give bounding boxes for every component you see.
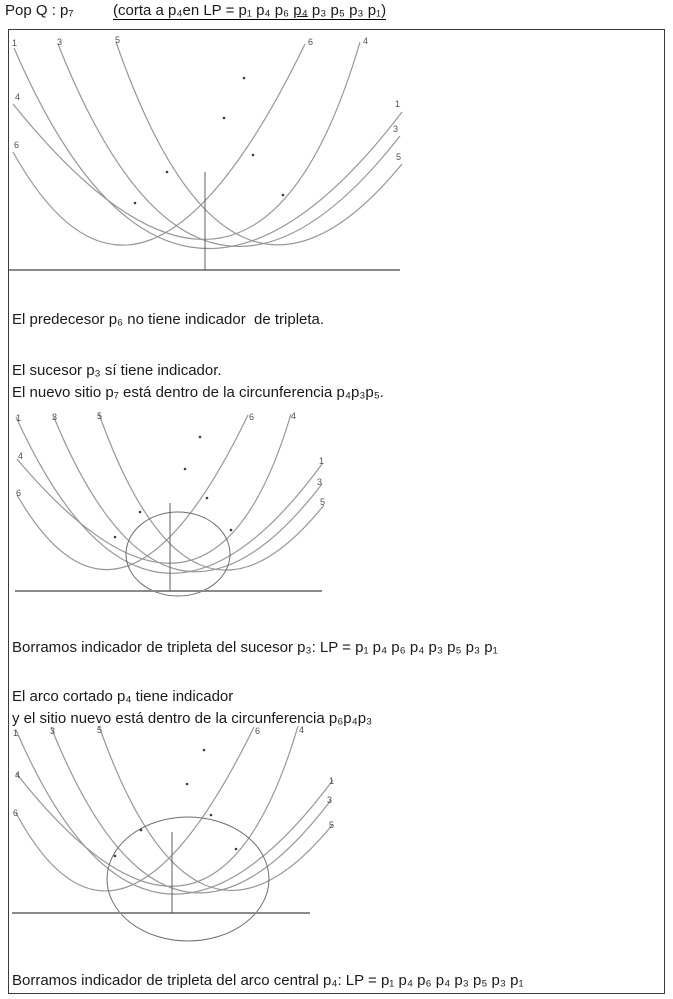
arc-label: 6	[14, 140, 20, 150]
site-point	[223, 117, 226, 120]
text-cut-arc: El arco cortado p₄ tiene indicador	[12, 688, 234, 705]
arc-label: 1	[12, 38, 18, 48]
lp-sequence-pre: (corta a p₄en LP = p₁ p₄ p₆	[113, 2, 294, 19]
arc-label: 4	[15, 92, 21, 102]
circumference-circle	[107, 817, 269, 941]
site-point	[184, 468, 187, 471]
parabola-arc	[16, 730, 333, 894]
parabola-arc	[16, 417, 325, 573]
arc-label: 6	[308, 37, 314, 47]
arc-label: 3	[50, 726, 56, 736]
site-point	[134, 202, 137, 205]
lp-sequence-underlined-p4: p₄	[293, 2, 308, 19]
arc-label: 3	[57, 37, 63, 47]
beachline-diagram-before-pop	[8, 30, 448, 295]
site-point	[206, 497, 209, 500]
arc-label: 3	[393, 124, 399, 134]
site-point	[243, 77, 246, 80]
site-point	[252, 154, 255, 157]
arc-label: 6	[16, 488, 22, 498]
site-point	[114, 536, 117, 539]
circumference-circle	[126, 512, 230, 596]
arc-label: 5	[115, 35, 121, 45]
cut-description	[113, 2, 386, 20]
text-erase-central-indicator: Borramos indicador de tripleta del arco central p₄: LP = p₁ p₄ p₆ p₄ p₃ p₅ p₃ p₁	[12, 972, 524, 989]
site-point	[210, 814, 213, 817]
arc-label: 6	[255, 726, 261, 736]
arc-label: 5	[396, 152, 402, 162]
arc-label: 1	[13, 728, 19, 738]
arc-label: 4	[18, 451, 24, 461]
text-predecessor: El predecesor p₆ no tiene indicador de tripleta.	[12, 311, 325, 328]
site-point	[199, 436, 202, 439]
pop-query-label: Pop Q : p₇	[5, 2, 74, 19]
arc-label: 4	[363, 36, 369, 46]
parabola-arc	[116, 42, 402, 245]
arc-label: 4	[15, 770, 21, 780]
beachline-diagram-circumference-p4p3p5	[8, 408, 338, 608]
text-erase-successor-indicator: Borramos indicador de tripleta del sucesor p₃: LP = p₁ p₄ p₆ p₄ p₃ p₅ p₃ p₁	[12, 639, 498, 656]
arc-label: 5	[329, 820, 335, 830]
arc-label: 4	[299, 725, 305, 735]
site-point	[140, 829, 143, 832]
site-point	[166, 171, 169, 174]
text-new-site: El nuevo sitio p₇ está dentro de la circunferencia p₄p₃p₅.	[12, 384, 384, 401]
arc-label: 5	[320, 497, 326, 507]
parabola-arc	[99, 414, 324, 570]
arc-label: 1	[329, 776, 335, 786]
site-point	[203, 749, 206, 752]
site-point	[139, 511, 142, 514]
arc-label: 5	[97, 411, 103, 421]
arc-label: 3	[317, 477, 323, 487]
parabola-arc	[58, 44, 400, 246]
site-point	[186, 783, 189, 786]
parabola-arc	[99, 726, 333, 890]
arc-label: 3	[52, 412, 58, 422]
arc-label: 3	[327, 795, 333, 805]
arc-label: 4	[291, 411, 297, 421]
lp-sequence-post: p₃ p₅ p₃ p₁)	[307, 2, 387, 19]
site-point	[230, 529, 233, 532]
text-inside-circumference: y el sitio nuevo está dentro de la circunferencia p₆p₄p₃	[12, 710, 373, 727]
arc-label: 5	[97, 725, 103, 735]
text-successor: El sucesor p₃ sí tiene indicador.	[12, 362, 222, 379]
beachline-diagram-circumference-p6p4p3	[8, 720, 353, 965]
parabola-arc	[17, 414, 291, 563]
arc-label: 1	[319, 456, 325, 466]
parabola-arc	[13, 44, 305, 245]
title-line	[5, 2, 667, 26]
arc-label: 1	[16, 413, 22, 423]
arc-label: 1	[395, 99, 401, 109]
site-point	[235, 848, 238, 851]
site-point	[282, 194, 285, 197]
arc-label: 6	[249, 412, 255, 422]
site-point	[114, 855, 117, 858]
arc-label: 6	[13, 808, 19, 818]
